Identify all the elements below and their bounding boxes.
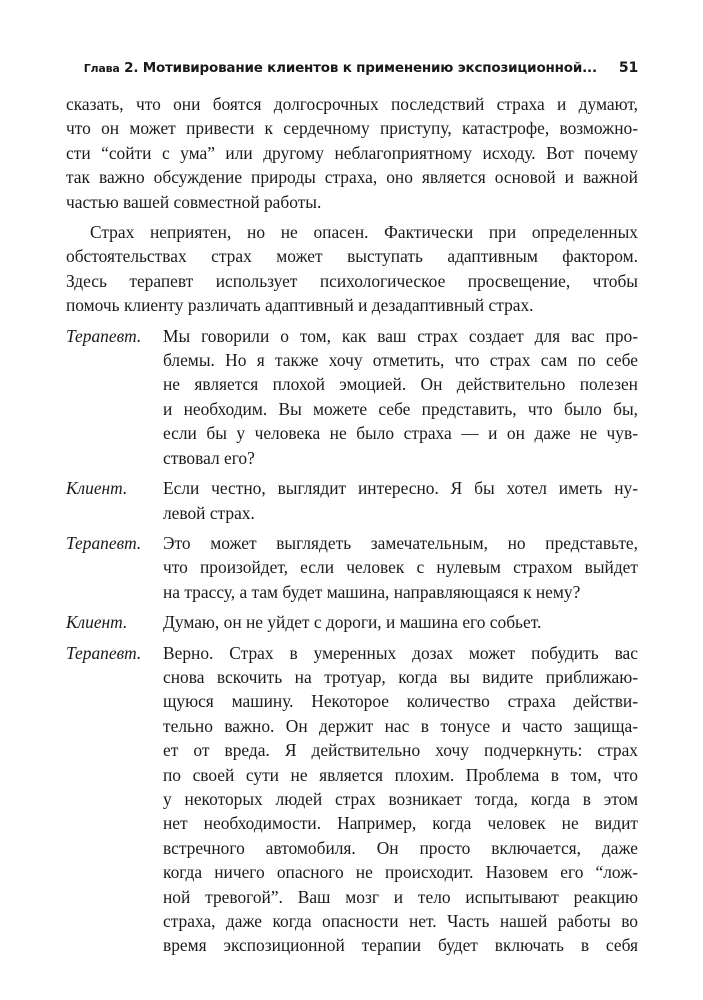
text-line: ной тревогой”. Ваш мозг и тело испытывают реакцию bbox=[163, 886, 638, 907]
speaker-label: Клиент. bbox=[66, 612, 128, 633]
text-line: встречного автомобиля. Он просто включается, даже bbox=[163, 837, 638, 858]
dialogue-turn bbox=[66, 476, 638, 525]
text-line: Это может выглядеть замечательным, но представьте, bbox=[163, 532, 638, 553]
page-number: 51 bbox=[618, 60, 638, 76]
text-line: ет от вреда. Я действительно хочу подчеркнуть: страх bbox=[163, 740, 638, 761]
text-line: помочь клиенту различать адаптивный и дезадаптивный страх. bbox=[66, 295, 534, 316]
speech-text bbox=[163, 610, 638, 634]
text-line: левой страх. bbox=[163, 502, 255, 523]
body-text bbox=[66, 92, 638, 958]
speech-text bbox=[163, 476, 638, 525]
text-line: Страх неприятен, но не опасен. Фактически при определенных bbox=[90, 222, 638, 243]
text-line: частью вашей совместной работы. bbox=[66, 191, 322, 212]
dialogue-turn bbox=[66, 531, 638, 604]
text-line: Мы говорили о том, как ваш страх создает для вас про- bbox=[163, 325, 638, 346]
text-line: Здесь терапевт использует психологическое просвещение, чтобы bbox=[66, 270, 638, 291]
dialogue-turn bbox=[66, 324, 638, 470]
paragraph bbox=[66, 92, 638, 214]
text-line: если бы у человека не было страха — и он даже не чув- bbox=[163, 423, 638, 444]
text-line: и необходим. Вы можете себе представить, что было бы, bbox=[163, 398, 638, 419]
text-line: сказать, что они боятся долгосрочных последствий страха и думают, bbox=[66, 94, 638, 114]
text-line: Если честно, выглядит интересно. Я бы хотел иметь ну- bbox=[163, 478, 638, 499]
text-line: когда ничего опасного не происходит. Назовем его “лож- bbox=[163, 862, 638, 883]
text-line: сти “сойти с ума” или другому неблагоприятному исходу. Вот почему bbox=[66, 142, 638, 163]
dialogue-turn bbox=[66, 610, 638, 634]
text-line: тельно важно. Он держит нас в тонусе и часто защища- bbox=[163, 715, 638, 736]
text-line: что произойдет, если человек с нулевым страхом выйдет bbox=[163, 557, 638, 578]
text-line: не является плохой эмоцией. Он действительно полезен bbox=[163, 374, 638, 395]
speech-text bbox=[163, 641, 638, 958]
speaker-label: Клиент. bbox=[66, 478, 128, 499]
text-line: нет необходимости. Например, когда человек не видит bbox=[163, 813, 638, 834]
text-line: снова вскочить на тротуар, когда вы видите приближаю- bbox=[163, 666, 638, 687]
text-line: обстоятельствах страх может выступать адаптивным фактором. bbox=[66, 246, 638, 267]
text-line: у некоторых людей страх возникает тогда, когда в этом bbox=[163, 788, 638, 809]
running-head bbox=[66, 60, 638, 86]
book-page bbox=[66, 60, 638, 964]
speaker-label: Терапевт. bbox=[66, 532, 142, 553]
text-line: так важно обсуждение природы страха, оно является основой и важной bbox=[66, 167, 638, 188]
text-line: время экспозиционной терапии будет включать в себя bbox=[163, 935, 638, 956]
dialogue-turn bbox=[66, 641, 638, 958]
text-line: что он может привести к сердечному приступу, катастрофе, возможно- bbox=[66, 118, 638, 139]
text-line: Думаю, он не уйдет с дороги, и машина его собьет. bbox=[163, 612, 542, 633]
chapter-title-text: 2. Мотивирование клиентов к применению экспозиционной... bbox=[119, 60, 597, 76]
text-line: страха, даже когда опасности нет. Часть нашей работы во bbox=[163, 911, 638, 931]
speech-text bbox=[163, 531, 638, 604]
text-line: щуюся машину. Некоторое количество страха действи- bbox=[163, 691, 638, 712]
text-line: на трассу, а там будет машина, направляющаяся к нему? bbox=[163, 581, 581, 602]
speaker-label: Терапевт. bbox=[66, 325, 142, 346]
text-line: по своей сути не является плохим. Проблема в том, что bbox=[163, 764, 638, 785]
chapter-title bbox=[66, 60, 619, 76]
paragraph bbox=[66, 220, 638, 318]
speaker-label: Терапевт. bbox=[66, 642, 142, 663]
text-line: блемы. Но я также хочу отметить, что страх сам по себе bbox=[163, 350, 638, 371]
text-line: ствовал его? bbox=[163, 447, 255, 468]
speech-text bbox=[163, 324, 638, 470]
text-line: Верно. Страх в умеренных дозах может побудить вас bbox=[163, 642, 638, 663]
chapter-prefix: Глава bbox=[83, 62, 120, 75]
